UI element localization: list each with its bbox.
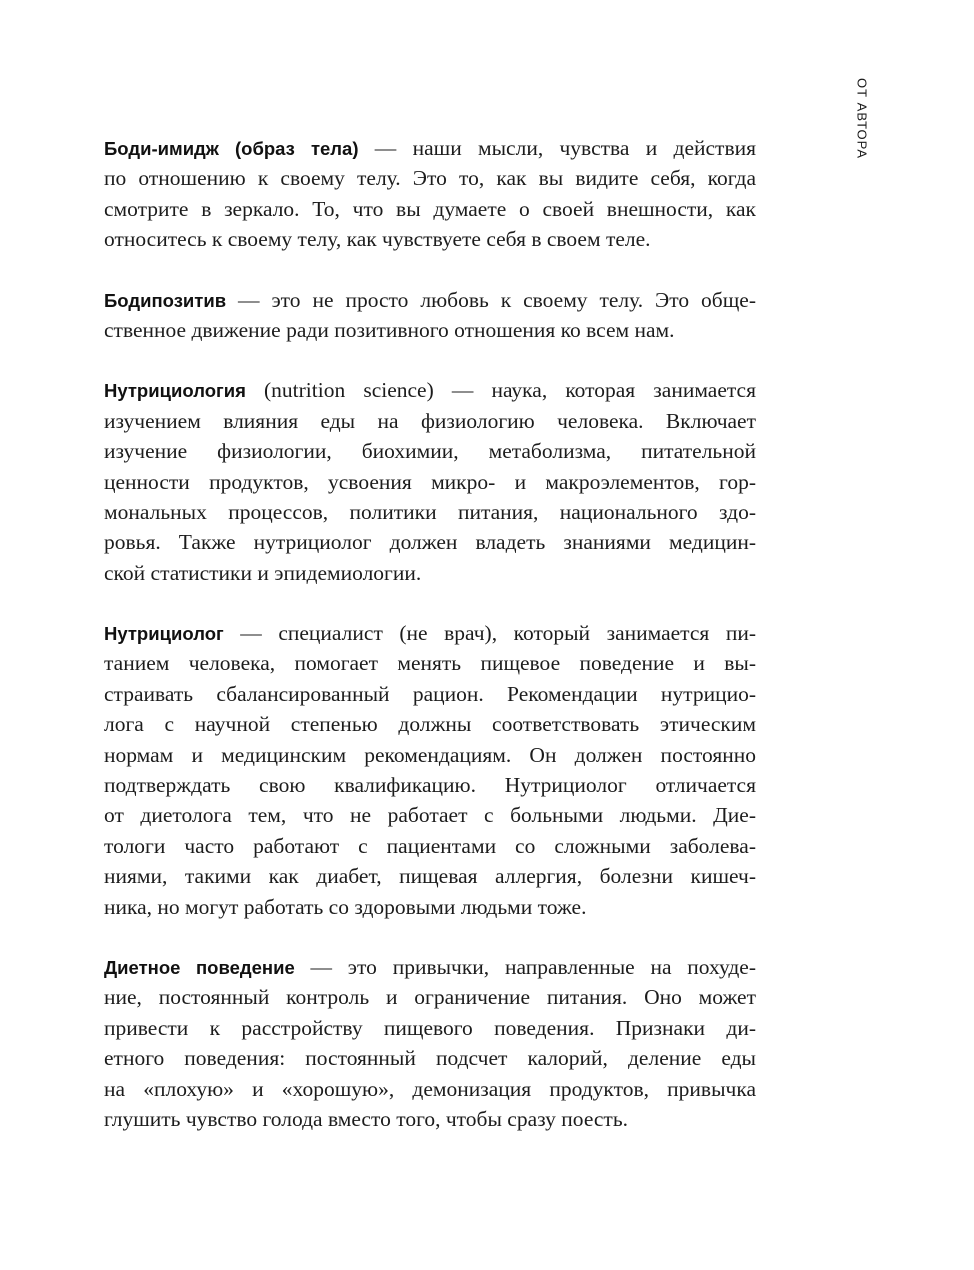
entry-line: относитесь к своему телу, как чувствуете себя в своем теле. xyxy=(104,227,651,252)
entry-text: — специалист (не врач), который занимается пи- xyxy=(223,621,756,646)
entry-line: нормам и медицинским рекомендациям. Он должен постоянно xyxy=(104,742,756,767)
entry-line: ние, постоянный контроль и ограничение питания. Оно может xyxy=(104,985,756,1010)
entry-line: привести к расстройству пищевого поведения. Признаки ди- xyxy=(104,1015,756,1040)
entry-line: ровья. Также нутрициолог должен владеть знаниями медицин- xyxy=(104,530,756,555)
entry-text: — наши мысли, чувства и действия xyxy=(358,136,756,160)
entry-line xyxy=(104,375,756,405)
entry-line: смотрите в зеркало. То, что вы думаете о своей внешности, как xyxy=(104,196,756,221)
entry-line: мональных процессов, политики питания, национального здо- xyxy=(104,499,756,524)
entry-line: изучением влияния еды на физиологию человека. Включает xyxy=(104,408,756,433)
entry-line: ниями, такими как диабет, пищевая аллергия, болезни кишеч- xyxy=(104,864,756,889)
entry-line: лога с научной степенью должны соответствовать этическим xyxy=(104,712,756,737)
entry-line: по отношению к своему телу. Это то, как вы видите себя, когда xyxy=(104,166,756,191)
entry-term: Нутрициолог xyxy=(104,623,224,645)
glossary-entry-nutrition-science xyxy=(104,375,756,588)
entry-line: танием человека, помогает менять пищевое поведение и вы- xyxy=(104,651,756,676)
entry-line: ской статистики и эпидемиологии. xyxy=(104,560,422,585)
entry-line: ценности продуктов, усвоения микро- и макроэлементов, гор- xyxy=(104,469,756,494)
entry-line: глушить чувство голода вместо того, чтобы сразу поесть. xyxy=(104,1106,629,1131)
entry-line xyxy=(104,952,756,982)
entry-line: от диетолога тем, что не работает с больными людьми. Дие- xyxy=(104,803,756,828)
entry-line xyxy=(104,133,756,163)
running-head-text: ОТ АВТОРА xyxy=(854,78,870,160)
entry-line: ственное движение ради позитивного отношения ко всем нам. xyxy=(104,317,675,342)
entry-line xyxy=(104,285,756,315)
glossary-entry-nutritionist xyxy=(104,618,756,922)
entry-text: — это привычки, направленные на похуде- xyxy=(294,954,756,979)
entry-line: изучение физиологии, биохимии, метаболизма, питательной xyxy=(104,439,756,464)
entry-line xyxy=(104,618,756,648)
entry-line: ника, но могут работать со здоровыми людьми тоже. xyxy=(104,894,587,919)
entry-line: подтверждать свою квалификацию. Нутрициолог отличается xyxy=(104,773,756,798)
glossary-entry-body-image xyxy=(104,133,756,255)
entry-text: (nutrition science) — наука, которая занимается xyxy=(245,378,756,403)
entry-line: на «плохую» и «хорошую», демонизация продуктов, привычка xyxy=(104,1076,756,1101)
entry-line: тологи часто работают с пациентами со сложными заболева- xyxy=(104,833,756,858)
running-head xyxy=(852,78,872,158)
glossary-entry-body-positive xyxy=(104,285,756,346)
entry-text: — это не просто любовь к своему телу. Это обще- xyxy=(226,287,756,312)
entry-line: страивать сбалансированный рацион. Рекомендации нутрицио- xyxy=(104,681,756,706)
glossary xyxy=(104,133,756,1164)
entry-term: Бодипозитив xyxy=(104,289,227,311)
entry-term: Диетное поведение xyxy=(104,956,295,978)
entry-term: Нутрициология xyxy=(104,380,246,402)
entry-term: Боди-имидж (образ тела) xyxy=(104,138,359,159)
glossary-entry-diet-behavior xyxy=(104,952,756,1134)
entry-line: етного поведения: постоянный подсчет калорий, деление еды xyxy=(104,1046,756,1071)
